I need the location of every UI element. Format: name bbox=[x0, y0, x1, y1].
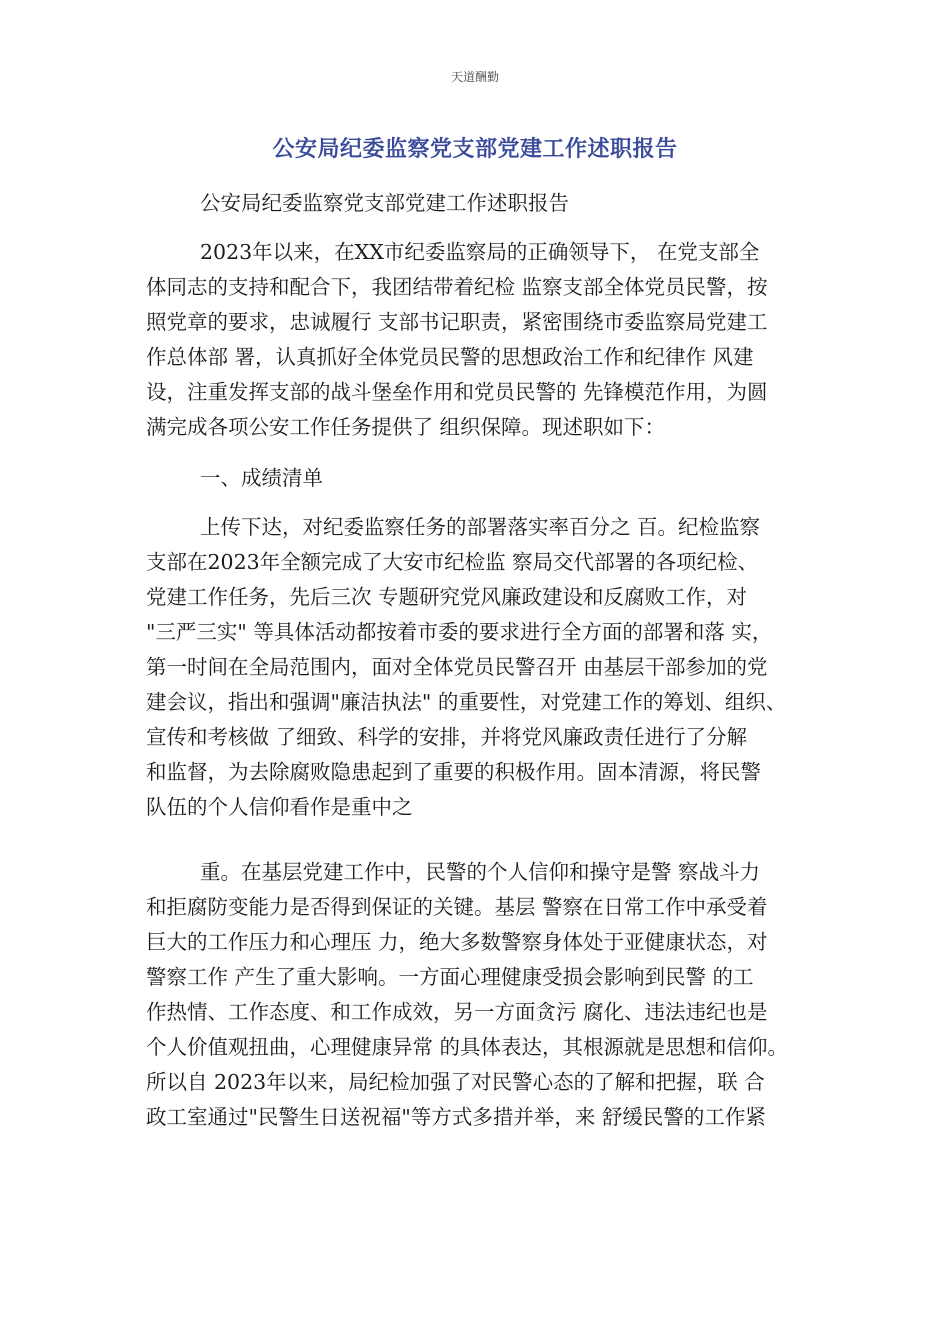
intro-paragraph bbox=[146, 235, 821, 445]
section1-paragraph-2 bbox=[146, 855, 821, 1135]
paragraph-line: 所以自 2023年以来，局纪检加强了对民警心态的了解和把握，联 合 bbox=[146, 1070, 765, 1094]
document-subtitle: 公安局纪委监察党支部党建工作述职报告 bbox=[200, 191, 569, 215]
paragraph-line: 支部在2023年全额完成了大安市纪检监 察局交代部署的各项纪检、 bbox=[146, 550, 759, 574]
paragraph-line: 2023年以来，在XX市纪委监察局的正确领导下， 在党支部全 bbox=[200, 240, 760, 264]
paragraph-line: 设，注重发挥支部的战斗堡垒作用和党员民警的 先锋模范作用，为圆 bbox=[146, 380, 768, 404]
paragraph-line: 体同志的支持和配合下，我团结带着纪检 监察支部全体党员民警，按 bbox=[146, 275, 768, 299]
paragraph-line: 照党章的要求，忠诚履行 支部书记职责，紧密围绕市委监察局党建工 bbox=[146, 310, 768, 334]
paragraph-line: "三严三实" 等具体活动都按着市委的要求进行全方面的部署和落 实， bbox=[146, 620, 773, 644]
section-heading: 一、成绩清单 bbox=[200, 466, 323, 490]
paragraph-line: 作总体部 署，认真抓好全体党员民警的思想政治工作和纪律作 风建 bbox=[146, 345, 754, 369]
paragraph-line: 和拒腐防变能力是否得到保证的关键。基层 警察在日常工作中承受着 bbox=[146, 895, 768, 919]
document-body bbox=[146, 186, 821, 1135]
section1-paragraph-1 bbox=[146, 510, 821, 825]
paragraph-line: 和监督，为去除腐败隐患起到了重要的积极作用。固本清源，将民警 bbox=[146, 760, 761, 784]
page-header-text: 天道酬勤 bbox=[450, 70, 499, 84]
paragraph-line: 队伍的个人信仰看作是重中之 bbox=[146, 795, 413, 819]
paragraph-line: 建会议，指出和强调"廉洁执法" 的重要性，对党建工作的筹划、组织、 bbox=[146, 690, 787, 714]
paragraph-line: 政工室通过"民警生日送祝福"等方式多措并举，来 舒缓民警的工作紧 bbox=[146, 1105, 766, 1129]
paragraph-line: 重。在基层党建工作中，民警的个人信仰和操守是警 察战斗力 bbox=[200, 860, 761, 884]
paragraph-line: 个人价值观扭曲，心理健康异常 的具体表达，其根源就是思想和信仰。 bbox=[146, 1035, 789, 1059]
paragraph-line: 巨大的工作压力和心理压 力，绝大多数警察身体处于亚健康状态，对 bbox=[146, 930, 768, 954]
paragraph-line: 作热情、工作态度、和工作成效，另一方面贪污 腐化、违法违纪也是 bbox=[146, 1000, 768, 1024]
document-title: 公安局纪委监察党支部党建工作述职报告 bbox=[272, 137, 678, 162]
paragraph-line: 上传下达，对纪委监察任务的部署落实率百分之 百。纪检监察 bbox=[200, 515, 761, 539]
paragraph-line: 第一时间在全局范围内，面对全体党员民警召开 由基层干部参加的党 bbox=[146, 655, 768, 679]
paragraph-line: 警察工作 产生了重大影响。一方面心理健康受损会影响到民警 的工 bbox=[146, 965, 754, 989]
paragraph-line: 宣传和考核做 了细致、科学的安排，并将党风廉政责任进行了分解 bbox=[146, 725, 748, 749]
paragraph-line: 党建工作任务，先后三次 专题研究党风廉政建设和反腐败工作，对 bbox=[146, 585, 748, 609]
paragraph-line: 满完成各项公安工作任务提供了 组织保障。现述职如下： bbox=[146, 415, 666, 439]
